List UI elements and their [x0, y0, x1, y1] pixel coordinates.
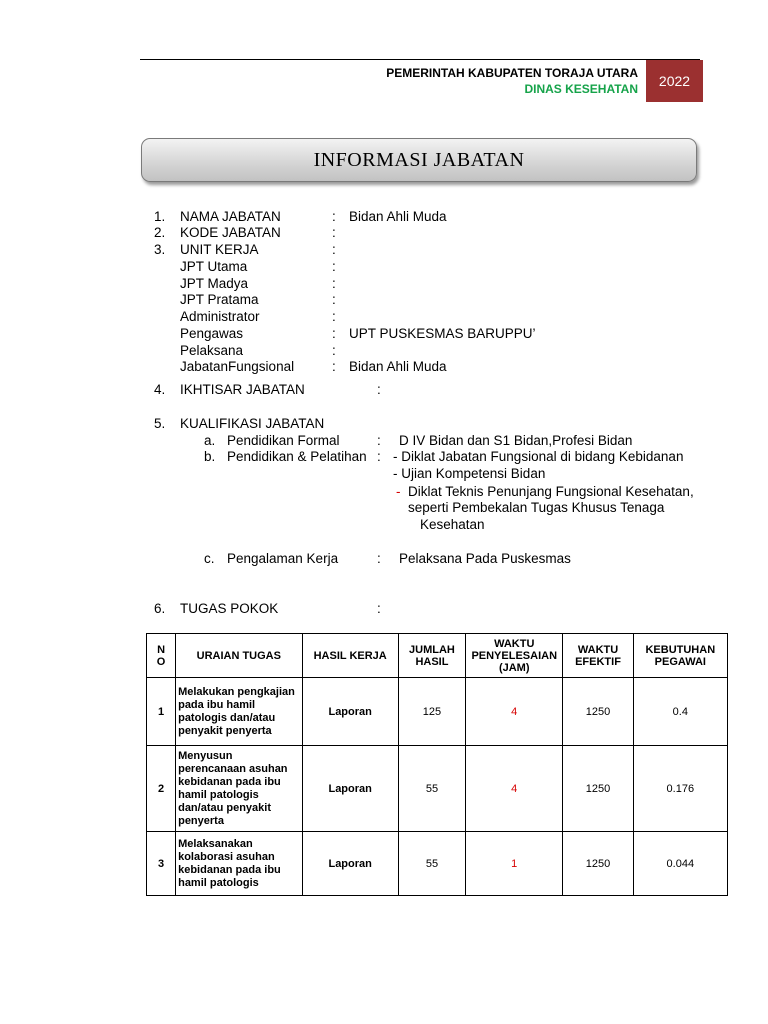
table-row: [147, 746, 728, 832]
tugas-pokok-label: TUGAS POKOK: [180, 601, 279, 616]
cell-waktu-penyelesaian: 4: [466, 678, 563, 746]
unit-kerja-label: UNIT KERJA: [180, 242, 259, 257]
header-kebutuhan-pegawai: KEBUTUHAN PEGAWAI: [633, 634, 727, 678]
colon: :: [377, 449, 381, 464]
cell-waktu-efektif: 1250: [563, 678, 633, 746]
kode-jabatan-label: KODE JABATAN: [180, 225, 281, 240]
colon: :: [377, 601, 381, 616]
cell-waktu-efektif: 1250: [563, 832, 633, 896]
colon: :: [332, 209, 336, 224]
cell-jumlah: 55: [398, 746, 465, 832]
cell-hasil: Laporan: [302, 832, 398, 896]
colon: :: [332, 326, 336, 341]
colon: :: [332, 309, 336, 324]
jpt-utama-label: JPT Utama: [180, 259, 248, 274]
cell-no: 3: [147, 832, 176, 896]
pelatihan-item-3-line-2: seperti Pembekalan Tugas Khusus Tenaga: [408, 500, 665, 515]
cell-uraian: Melaksanakan kolaborasi asuhan kebidanan pada ibu hamil patologis: [176, 832, 302, 896]
tugas-pokok-table: [146, 633, 728, 896]
pengawas-value: UPT PUSKESMAS BARUPPU’: [349, 326, 536, 341]
header-department: DINAS KESEHATAN: [524, 82, 638, 96]
jabatan-fungsional-value: Bidan Ahli Muda: [349, 359, 447, 374]
colon: :: [332, 343, 336, 358]
sub-letter: b.: [204, 449, 216, 464]
sub-letter: a.: [204, 433, 216, 448]
cell-no: 1: [147, 678, 176, 746]
ikhtisar-jabatan-label: IKHTISAR JABATAN: [180, 382, 305, 397]
kualifikasi-jabatan-label: KUALIFIKASI JABATAN: [180, 416, 325, 431]
header-rule: [140, 59, 700, 60]
jpt-madya-label: JPT Madya: [180, 276, 249, 291]
year-badge: 2022: [646, 60, 703, 102]
colon: :: [377, 433, 381, 448]
pendidikan-formal-label: Pendidikan Formal: [227, 433, 340, 448]
red-dash-bullet: -: [396, 484, 401, 499]
colon: :: [377, 382, 381, 397]
cell-kebutuhan: 0.044: [633, 832, 727, 896]
item-number: 4.: [154, 382, 166, 397]
table-row: [147, 832, 728, 896]
header-waktu-penyelesaian: WAKTU PENYELESAIAN (JAM): [466, 634, 563, 678]
pelatihan-item-2: - Ujian Kompetensi Bidan: [393, 466, 546, 481]
jabatan-fungsional-label: JabatanFungsional: [180, 359, 295, 374]
pelatihan-item-3-line-1: Diklat Teknis Penunjang Fungsional Kesehatan,: [408, 484, 694, 499]
item-number: 1.: [154, 209, 166, 224]
cell-no: 2: [147, 746, 176, 832]
colon: :: [377, 551, 381, 566]
nama-jabatan-value: Bidan Ahli Muda: [349, 209, 447, 224]
item-number: 2.: [154, 225, 166, 240]
cell-uraian: Menyusun perencanaan asuhan kebidanan pada ibu hamil patologis dan/atau penyakit penyerta: [176, 746, 302, 832]
cell-jumlah: 55: [398, 832, 465, 896]
item-number: 3.: [154, 242, 166, 257]
header-no: N O: [147, 634, 176, 678]
pengalaman-kerja-label: Pengalaman Kerja: [227, 551, 339, 566]
header-hasil-kerja: HASIL KERJA: [302, 634, 398, 678]
header-government: PEMERINTAH KABUPATEN TORAJA UTARA: [386, 66, 638, 80]
jpt-pratama-label: JPT Pratama: [180, 292, 259, 307]
table-row: [147, 678, 728, 746]
colon: :: [332, 225, 336, 240]
cell-kebutuhan: 0.4: [633, 678, 727, 746]
colon: :: [332, 292, 336, 307]
cell-hasil: Laporan: [302, 678, 398, 746]
cell-waktu-penyelesaian: 4: [466, 746, 563, 832]
cell-waktu-penyelesaian: 1: [466, 832, 563, 896]
pelatihan-item-3-line-3: Kesehatan: [420, 517, 485, 532]
administrator-label: Administrator: [180, 309, 260, 324]
header-uraian-tugas: URAIAN TUGAS: [176, 634, 302, 678]
colon: :: [332, 276, 336, 291]
table-header-row: [147, 634, 728, 678]
cell-waktu-efektif: 1250: [563, 746, 633, 832]
header-waktu-efektif: WAKTU EFEKTIF: [563, 634, 633, 678]
cell-kebutuhan: 0.176: [633, 746, 727, 832]
sub-letter: c.: [204, 551, 215, 566]
header-jumlah-hasil: JUMLAH HASIL: [398, 634, 465, 678]
pengalaman-kerja-value: Pelaksana Pada Puskesmas: [399, 551, 571, 566]
nama-jabatan-label: NAMA JABATAN: [180, 209, 281, 224]
colon: :: [332, 259, 336, 274]
cell-uraian: Melakukan pengkajian pada ibu hamil patologis dan/atau penyakit penyerta: [176, 678, 302, 746]
colon: :: [332, 359, 336, 374]
cell-hasil: Laporan: [302, 746, 398, 832]
item-number: 5.: [154, 416, 166, 431]
item-number: 6.: [154, 601, 166, 616]
pelatihan-item-1: - Diklat Jabatan Fungsional di bidang Kebidanan: [393, 449, 684, 464]
cell-jumlah: 125: [398, 678, 465, 746]
pendidikan-formal-value: D IV Bidan dan S1 Bidan,Profesi Bidan: [399, 433, 633, 448]
pengawas-label: Pengawas: [180, 326, 244, 341]
pelaksana-label: Pelaksana: [180, 343, 244, 358]
pelatihan-label: Pendidikan & Pelatihan: [227, 449, 367, 464]
colon: :: [332, 242, 336, 257]
page-title: INFORMASI JABATAN: [141, 138, 697, 182]
